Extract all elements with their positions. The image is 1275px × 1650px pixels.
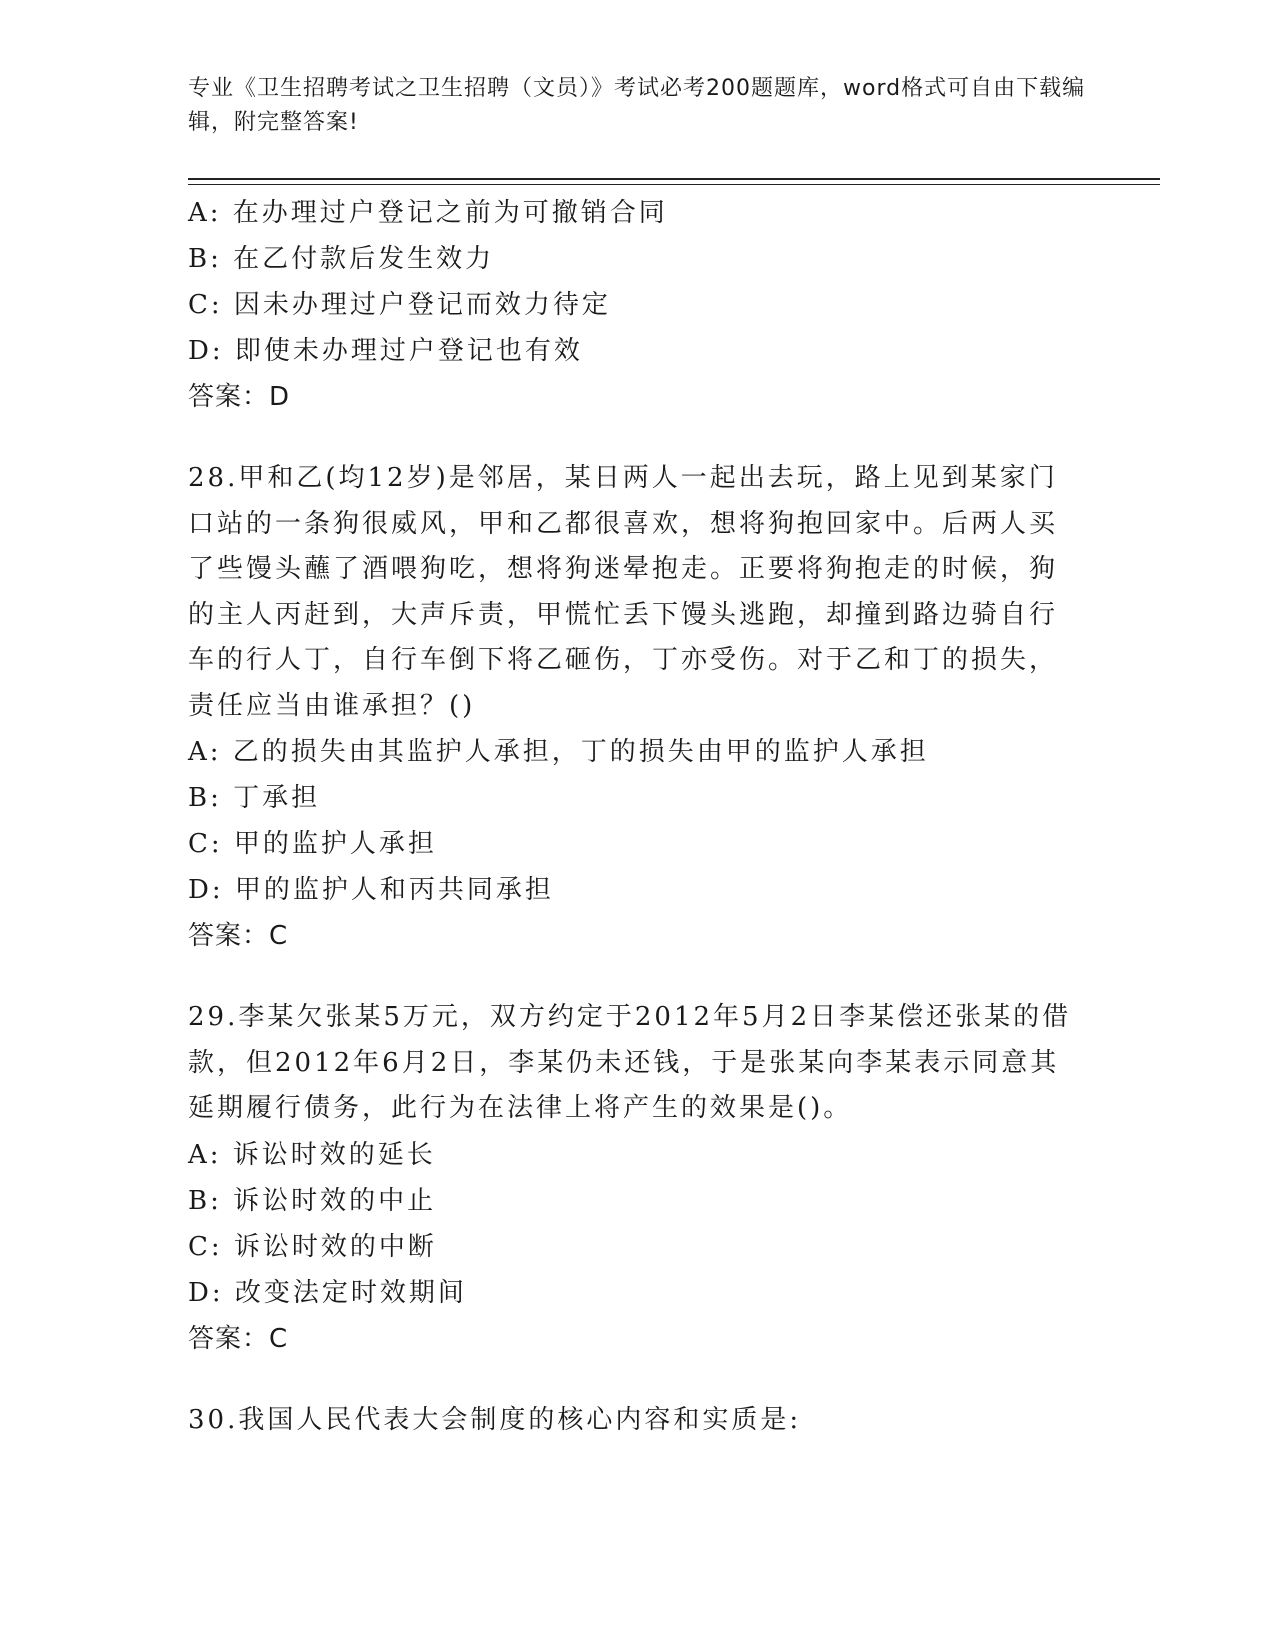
option-a: A: 乙的损失由其监护人承担，丁的损失由甲的监护人承担 — [188, 737, 929, 767]
question-list — [188, 190, 1088, 1443]
question-stem: 28.甲和乙(均12岁)是邻居，某日两人一起出去玩，路上见到某家门口站的一条狗很威风，甲和乙都很喜欢，想将狗抱回家中。后两人买了些馒头蘸了酒喂狗吃，想将狗迷晕抱走。正要将狗抱走的时候，狗的主人丙赶到，大声斥责，甲慌忙丢下馒头逃跑，却撞到路边骑自行车的行人丁，自行车倒下将乙砸伤，丁亦受伤。对于乙和丁的损失，责任应当由谁承担？() — [188, 463, 1059, 721]
question-block-28 — [188, 456, 1088, 959]
option-d: D: 改变法定时效期间 — [188, 1277, 467, 1308]
option-c: C: 诉讼时效的中断 — [188, 1231, 437, 1262]
option-b: B: 在乙付款后发生效力 — [188, 244, 495, 274]
question-block-27 — [188, 190, 1088, 420]
question-stem: 29.李某欠张某5万元，双方约定于2012年5月2日李某偿还张某的借款，但2012年6月2日，李某仍未还钱，于是张某向李某表示同意其延期履行债务，此行为在法律上将产生的效果是()。 — [188, 1002, 1072, 1123]
option-a: A: 在办理过户登记之前为可撤销合同 — [188, 198, 668, 228]
option-d: D: 即使未办理过户登记也有效 — [188, 336, 583, 366]
question-stem: 30.我国人民代表大会制度的核心内容和实质是: — [188, 1404, 802, 1435]
answer-line: 答案：D — [188, 382, 291, 412]
header-divider — [188, 178, 1160, 185]
question-block-29 — [188, 995, 1088, 1362]
option-c: C: 因未办理过户登记而效力待定 — [188, 290, 611, 320]
answer-line: 答案：C — [188, 1323, 289, 1354]
option-a: A: 诉讼时效的延长 — [188, 1139, 436, 1170]
option-b: B: 丁承担 — [188, 783, 321, 813]
option-b: B: 诉讼时效的中止 — [188, 1185, 437, 1216]
option-c: C: 甲的监护人承担 — [188, 829, 437, 859]
question-block-30 — [188, 1398, 1088, 1444]
answer-line: 答案：C — [188, 921, 289, 951]
option-d: D: 甲的监护人和丙共同承担 — [188, 875, 554, 905]
document-header: 专业《卫生招聘考试之卫生招聘（文员）》考试必考200题题库，word格式可自由下载编辑，附完整答案! — [188, 76, 1086, 135]
